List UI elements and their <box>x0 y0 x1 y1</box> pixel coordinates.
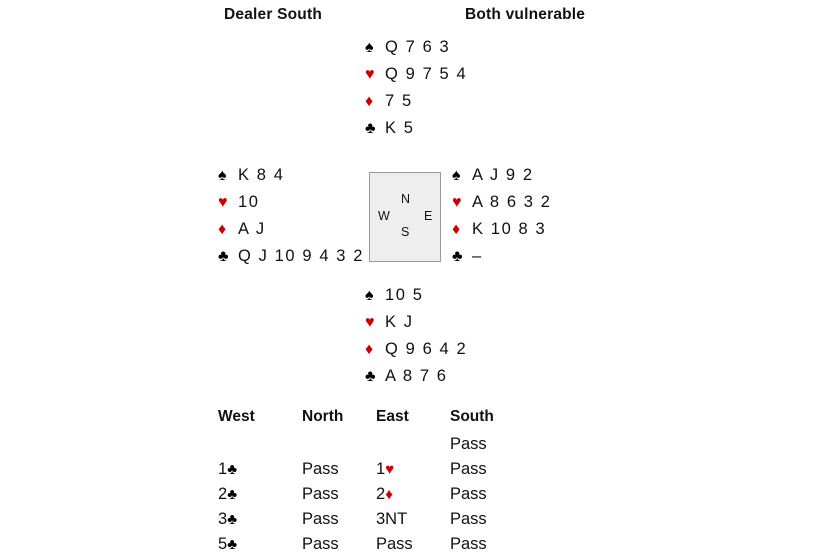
heart-icon: ♥ <box>365 66 375 83</box>
east-clubs-row <box>452 247 552 274</box>
bid-south: Pass <box>450 435 487 453</box>
east-clubs-cards: – <box>472 247 483 265</box>
north-spades-row <box>365 38 467 65</box>
west-clubs-row <box>218 247 364 274</box>
bid-south: Pass <box>450 535 487 553</box>
bid-west <box>218 507 302 532</box>
compass-south-label: S <box>401 225 410 239</box>
south-diamonds-row <box>365 340 467 367</box>
bid-west <box>218 532 302 557</box>
auction-row <box>218 532 524 557</box>
heart-icon: ♥ <box>365 314 375 331</box>
south-hearts-cards: K J <box>385 313 414 331</box>
spade-icon: ♠ <box>452 167 461 184</box>
diamond-icon: ♦ <box>365 93 374 110</box>
vulnerability-label: Both vulnerable <box>465 6 586 23</box>
north-clubs-cards: K 5 <box>385 119 415 137</box>
auction-row <box>218 482 524 507</box>
bid-level: 5 <box>218 535 228 553</box>
hand-north <box>365 38 467 146</box>
bid-west <box>218 432 302 457</box>
west-hearts-cards: 10 <box>238 193 260 211</box>
east-hearts-row <box>452 193 552 220</box>
dealer-label: Dealer South <box>224 6 323 23</box>
bid-level: 1 <box>376 460 386 478</box>
club-icon: ♣ <box>218 248 229 265</box>
diamond-icon: ♦ <box>365 341 374 358</box>
bid-east: Pass <box>376 535 413 553</box>
compass-west-label: W <box>378 209 390 223</box>
diamond-icon: ♦ <box>218 221 227 238</box>
auction-row <box>218 432 524 457</box>
spade-icon: ♠ <box>218 167 227 184</box>
north-diamonds-row <box>365 92 467 119</box>
south-clubs-cards: A 8 7 6 <box>385 367 448 385</box>
south-diamonds-cards: Q 9 6 4 2 <box>385 340 468 358</box>
bid-west <box>218 482 302 507</box>
east-hearts-cards: A 8 6 3 2 <box>472 193 552 211</box>
south-hearts-row <box>365 313 467 340</box>
bid-north: Pass <box>302 535 339 553</box>
west-hearts-row <box>218 193 364 220</box>
hand-west <box>218 166 364 274</box>
diamond-icon: ♦ <box>452 221 461 238</box>
diamond-icon: ♦ <box>385 486 393 503</box>
heart-icon: ♥ <box>218 194 228 211</box>
auction-col-south: South <box>450 408 494 425</box>
south-spades-cards: 10 5 <box>385 286 424 304</box>
west-spades-row <box>218 166 364 193</box>
club-icon: ♣ <box>227 461 238 478</box>
bid-north: Pass <box>302 485 339 503</box>
north-hearts-row <box>365 65 467 92</box>
north-clubs-row <box>365 119 467 146</box>
spade-icon: ♠ <box>365 39 374 56</box>
bid-east <box>376 482 450 507</box>
bid-north: Pass <box>302 510 339 528</box>
heart-icon: ♥ <box>385 461 395 478</box>
east-diamonds-cards: K 10 8 3 <box>472 220 547 238</box>
west-spades-cards: K 8 4 <box>238 166 285 184</box>
bid-level: 3 <box>218 510 228 528</box>
south-clubs-row <box>365 367 467 394</box>
east-spades-cards: A J 9 2 <box>472 166 534 184</box>
north-diamonds-cards: 7 5 <box>385 92 413 110</box>
compass-box <box>369 172 441 262</box>
compass-east-label: E <box>424 209 433 223</box>
bid-south: Pass <box>450 510 487 528</box>
south-spades-row <box>365 286 467 313</box>
club-icon: ♣ <box>365 368 376 385</box>
auction-col-north: North <box>302 408 344 425</box>
auction-col-east: East <box>376 408 409 425</box>
club-icon: ♣ <box>227 511 238 528</box>
bid-north: Pass <box>302 460 339 478</box>
club-icon: ♣ <box>227 536 238 553</box>
auction-col-west: West <box>218 408 255 425</box>
bid-west <box>218 457 302 482</box>
north-spades-cards: Q 7 6 3 <box>385 38 451 56</box>
club-icon: ♣ <box>227 486 238 503</box>
auction-row <box>218 457 524 482</box>
bid-level: 1 <box>218 460 228 478</box>
heart-icon: ♥ <box>452 194 462 211</box>
bid-east <box>376 432 450 457</box>
compass-north-label: N <box>401 192 411 206</box>
bid-east: 3NT <box>376 510 408 528</box>
west-diamonds-row <box>218 220 364 247</box>
bid-level: 2 <box>376 485 386 503</box>
east-diamonds-row <box>452 220 552 247</box>
auction-table <box>218 408 524 557</box>
club-icon: ♣ <box>452 248 463 265</box>
bid-south: Pass <box>450 460 487 478</box>
bid-east <box>376 457 450 482</box>
west-diamonds-cards: A J <box>238 220 266 238</box>
north-hearts-cards: Q 9 7 5 4 <box>385 65 468 83</box>
bid-level: 2 <box>218 485 228 503</box>
hand-south <box>365 286 467 394</box>
west-clubs-cards: Q J 10 9 4 3 2 <box>238 247 365 265</box>
bid-north <box>302 432 376 457</box>
auction-row <box>218 507 524 532</box>
hand-east <box>452 166 552 274</box>
club-icon: ♣ <box>365 120 376 137</box>
east-spades-row <box>452 166 552 193</box>
spade-icon: ♠ <box>365 287 374 304</box>
auction-header-row <box>218 408 524 432</box>
bid-south: Pass <box>450 485 487 503</box>
